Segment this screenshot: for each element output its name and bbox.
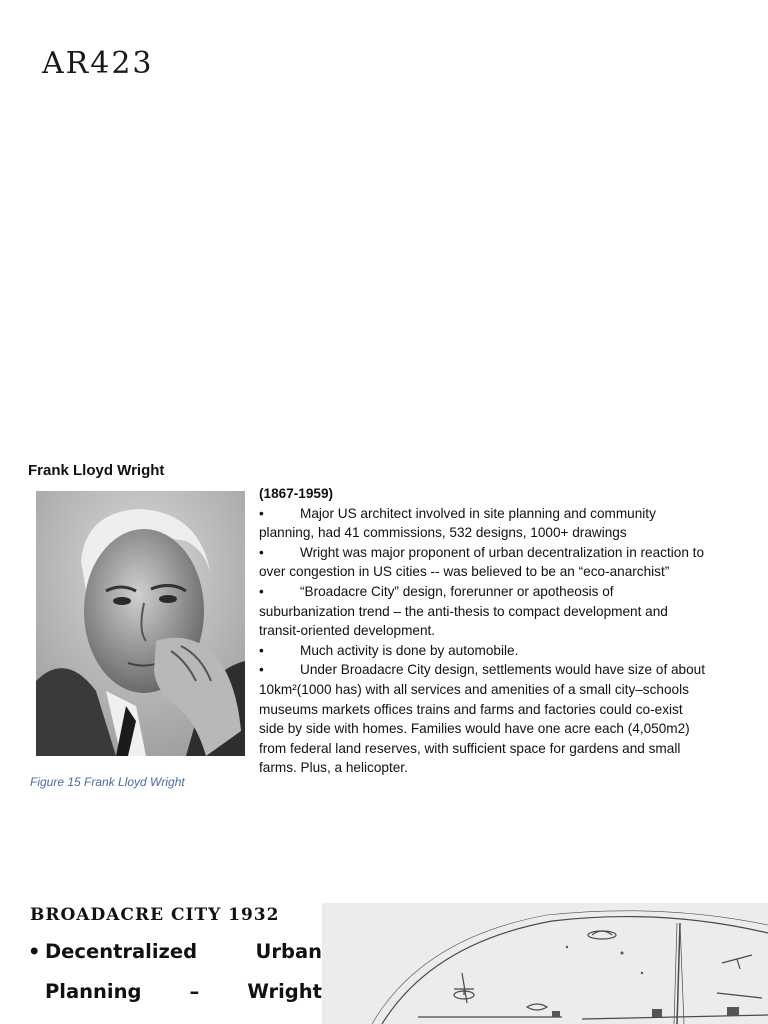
portrait-photo	[36, 491, 245, 756]
bio-line: Wright was major proponent of urban decentralization in reaction to	[300, 544, 705, 560]
bullet-line	[28, 938, 322, 978]
bio-bullet	[259, 543, 719, 582]
bullet-word: Planning	[45, 980, 142, 1003]
bio-bullet	[259, 660, 719, 778]
bio-line: planning, had 41 commissions, 532 designs, 1000+ drawings	[259, 525, 627, 541]
biography-text	[259, 484, 719, 778]
figure-caption: Figure 15 Frank Lloyd Wright	[30, 775, 185, 789]
bio-bullet	[259, 641, 719, 661]
bio-line: “Broadacre City” design, forerunner or apotheosis of	[300, 583, 614, 599]
bullet-icon: •	[28, 940, 41, 963]
bio-line: transit-oriented development.	[259, 623, 436, 639]
bullet-word: Decentralized	[45, 940, 198, 963]
bio-line: from federal land reserves, with sufficient space for gardens and small	[259, 740, 681, 756]
bio-bullet	[259, 504, 719, 543]
bio-line: over congestion in US cities -- was believed to be an “eco-anarchist”	[259, 564, 670, 580]
bullet-icon: •	[259, 642, 264, 658]
bullet-line	[28, 978, 322, 1018]
broadacre-sketch	[322, 903, 768, 1024]
bio-line: museums markets offices trains and farms and factories could co-exist	[259, 701, 683, 717]
bullet-word: Wright	[247, 980, 322, 1003]
life-years: (1867-1959)	[259, 486, 334, 501]
bio-line: suburbanization trend – the anti-thesis to compact development and	[259, 603, 668, 619]
architect-heading: Frank Lloyd Wright	[28, 462, 165, 479]
course-code: AR423	[42, 46, 154, 81]
bullet-icon: •	[259, 505, 264, 521]
bullet-word: Urban	[255, 940, 322, 963]
bullet-icon: •	[259, 583, 264, 599]
bio-line: Under Broadacre City design, settlements would have size of about	[300, 662, 706, 678]
bullet-word: –	[189, 980, 200, 1003]
broadacre-title: BROADACRE CITY 1932	[30, 905, 280, 925]
bio-line: side by side with homes. Families would have one acre each (4,050m2)	[259, 721, 690, 737]
broadacre-bullets	[28, 938, 322, 1018]
bio-line: Much activity is done by automobile.	[300, 642, 519, 658]
bio-line: 10km²(1000 has) with all services and amenities of a small city–schools	[259, 681, 689, 697]
bullet-icon: •	[259, 544, 264, 560]
bio-bullet	[259, 582, 719, 641]
bio-line: Major US architect involved in site planning and community	[300, 505, 656, 521]
bullet-icon: •	[259, 662, 264, 678]
bio-line: farms. Plus, a helicopter.	[259, 760, 408, 776]
